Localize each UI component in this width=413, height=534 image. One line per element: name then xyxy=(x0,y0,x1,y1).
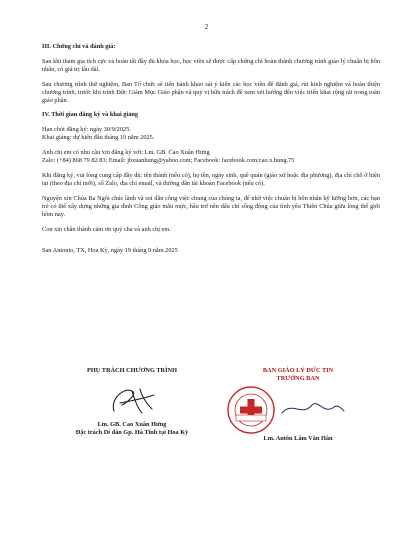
handwritten-signature-left xyxy=(102,381,162,419)
signature-block-left xyxy=(42,367,222,437)
section-3-paragraph-2: Sau chương trình thử nghiệm, Ban Tổ chức sẽ tiến hành khảo sát ý kiến các học viên để đánh giá, rút kinh nghiệm và hoàn thiện chương trình, trước khi trình Đức Giám Mục Giáo phận và quý vị hữu trách để xem xét hướng đến việc triển khai rộng rãi trong toàn giáo phận. xyxy=(42,80,380,104)
section-3-paragraph-1: Sau khi tham gia tích cực và hoàn tất đầy đủ khóa học, học viên sẽ được cấp chứng chỉ hoàn thành chương trình giáo lý chuẩn bị hôn nhân, có giá trị lâu dài. xyxy=(42,57,380,73)
left-signatory-name: Lm. GB. Cao Xuân Hưng xyxy=(97,421,167,428)
opening-date: Khai giảng: dự kiến đầu tháng 10 năm 2025. xyxy=(42,134,155,142)
contact-intro: Anh chị em có nhu cầu xin đăng ký với: Lm. GB. Cao Xuân Hưng xyxy=(42,149,210,157)
signature-block-right xyxy=(218,367,378,443)
document-body xyxy=(42,43,380,262)
thanks-line: Con xin chân thành cám ơn quý cha và anh chị em. xyxy=(42,225,171,233)
closing-prayer: Nguyện xin Chúa Ba Ngôi chúc lành và soi dẫn công việc chung của chúng ta, để nhờ việc chuẩn bị hôn nhân kỹ lưỡng hơn, các bạn trẻ có thể xây dựng những gia đình Công giáo mẫu mực, hầu trở nên dấu chỉ sống động của tình yêu Thiên Chúa giữa lòng thế giới hôm nay. xyxy=(42,194,380,218)
contact-details: Zalo: (+84) 868 79 82 83; Email: jbxuanhung@yahoo.com; Facebook: facebook.com/cao.x.hung.75 xyxy=(42,157,295,165)
registration-deadline: Hạn chót đăng ký: ngày 30/9/2025. xyxy=(42,126,131,134)
handwritten-signature-right xyxy=(278,393,348,423)
registration-requirements: Khi đăng ký, vui lòng cung cấp đầy đủ: tên thánh (nếu có), họ tên, ngày sinh, quê quán (giáo xứ hoặc địa phương), địa chỉ chỗ ở hiện tại (theo địa chỉ mới), số Zalo, địa chỉ email, và đường dẫn tài khoản Facebook (nếu có). xyxy=(42,171,380,187)
left-signature-title: PHỤ TRÁCH CHƯƠNG TRÌNH xyxy=(87,367,177,374)
official-seal-stamp xyxy=(226,385,276,435)
right-signatory-name: Lm. Antôn Lâm Văn Hân xyxy=(263,435,333,442)
left-signatory-role: Đặc trách Di dân Gp. Hà Tĩnh tại Hoa Kỳ xyxy=(75,429,189,436)
page-number: 2 xyxy=(204,23,209,31)
right-signature-subtitle: TRƯỞNG BAN xyxy=(276,375,320,382)
place-and-date: San Antonio, TX, Hoa Kỳ, ngày 19 tháng 9 năm 2025 xyxy=(42,247,178,255)
section-3-heading: III. Chứng chỉ và đánh giá: xyxy=(42,43,116,50)
section-4-heading: IV. Thời gian đăng ký và khai giảng xyxy=(42,111,138,119)
right-signature-title: BAN GIÁO LÝ ĐỨC TIN xyxy=(262,367,334,374)
